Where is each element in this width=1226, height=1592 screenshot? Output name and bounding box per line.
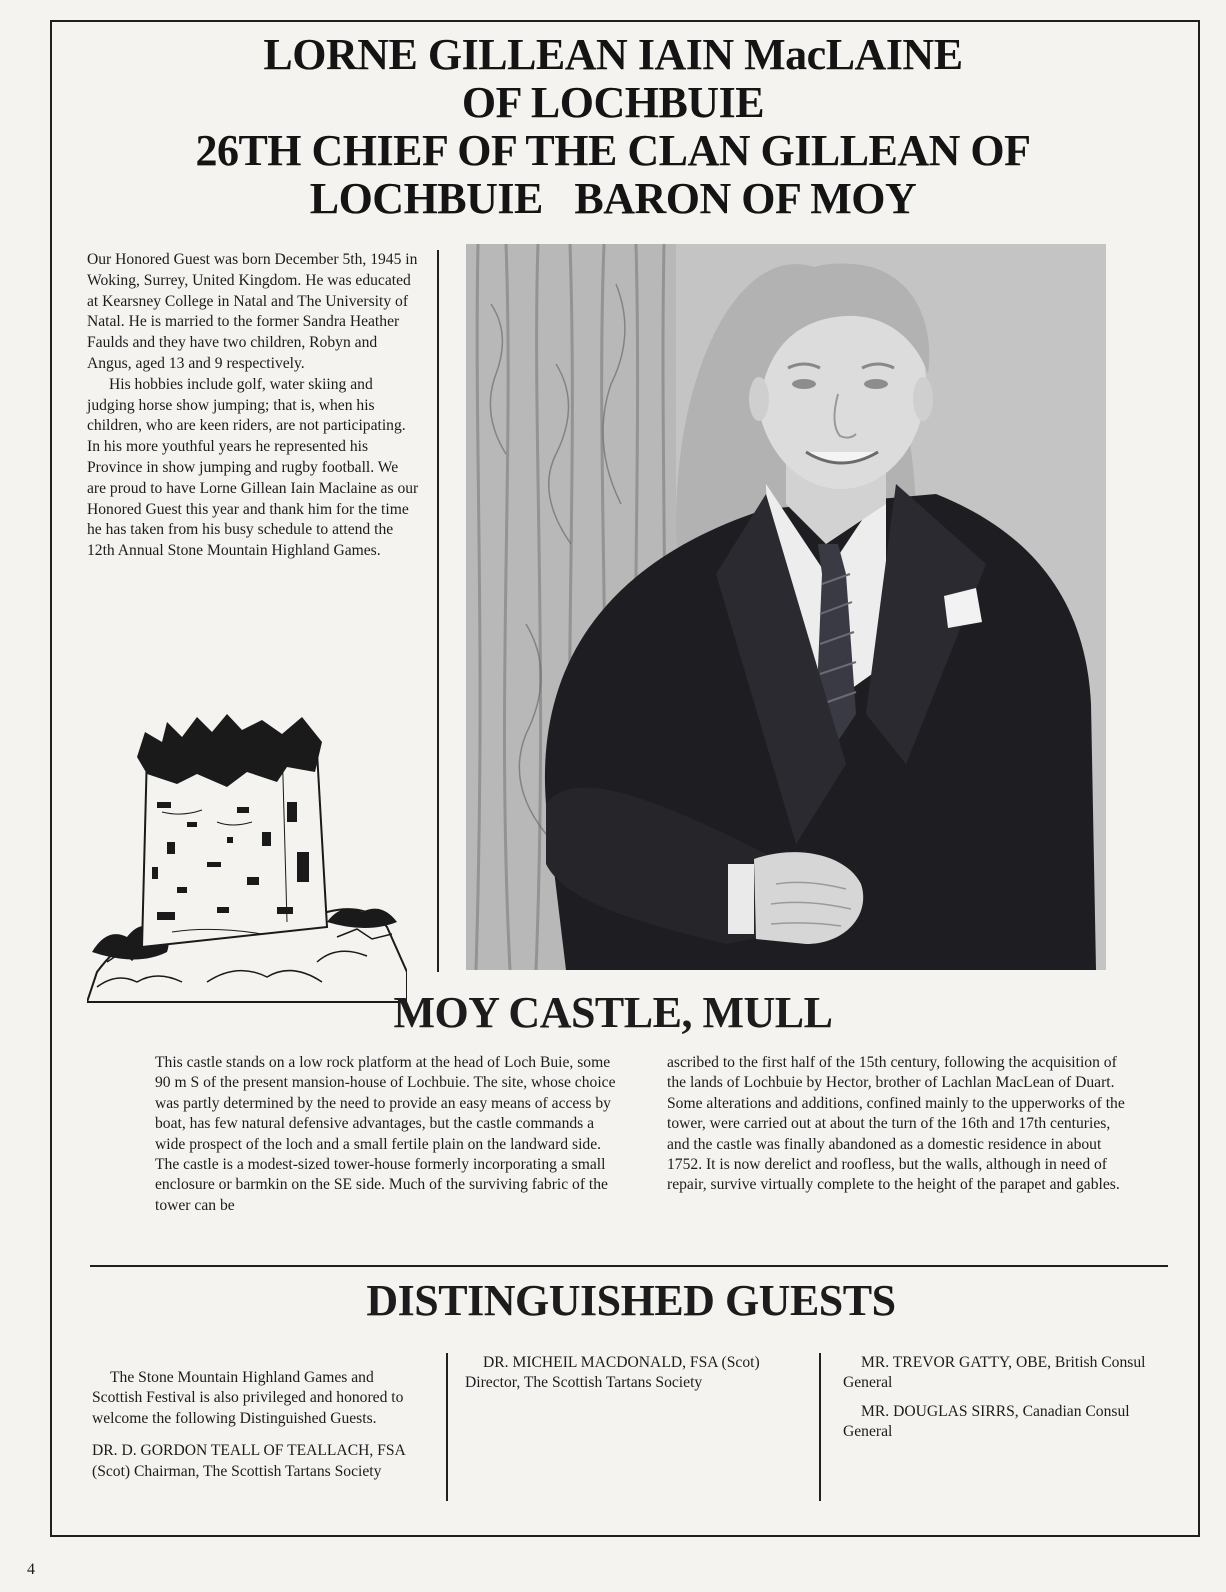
guests-section-title: DISTINGUISHED GUESTS — [366, 1276, 896, 1325]
castle-left-column — [155, 1053, 617, 1216]
guest-4: MR. DOUGLAS SIRRS, Canadian Consul General — [843, 1402, 1130, 1441]
guest-3: MR. TREVOR GATTY, OBE, British Consul General — [843, 1354, 1146, 1392]
castle-illustration — [87, 712, 407, 1012]
guests-divider — [90, 1265, 1168, 1267]
bio-divider — [437, 250, 439, 972]
guests-column-2 — [465, 1353, 775, 1402]
headline-line-3: 26TH CHIEF OF THE CLAN GILLEAN OF — [195, 126, 1031, 175]
headline-line-2: OF LOCHBUIE — [461, 78, 765, 127]
guests-column-1 — [92, 1368, 412, 1490]
castle-right-column — [667, 1053, 1129, 1196]
castle-right-text: ascribed to the first half of the 15th century, following the acquisition of the lands of Lochbuie by Hector, brother of Lachlan MacLean of Duart. Some alterations and additions, confined mainly to the upperworks of the tower, were carried out at about the turn of the 16th and 17th centuries, and the castle was finally abandoned as a domestic residence in about 1752. It is now derelict and roofless, but the walls, although in need of repair, survive virtually complete to the height of the parapet and gables. — [667, 1054, 1125, 1194]
portrait-illustration — [466, 244, 1106, 970]
portrait-photo — [466, 244, 1106, 970]
castle-sketch — [87, 712, 407, 1012]
castle-left-text: This castle stands on a low rock platform at the head of Loch Buie, some 90 m S of the present mansion-house of Lochbuie. The site, whose choice was partly determined by the need to provide an easy means of access by boat, has few natural defensive advantages, but the castle commands a wide prospect of the loch and a small fertile plain on the landward side. The castle is a modest-sized tower-house formerly incorporating a small enclosure or barmkin on the SE side. Much of the surviving fabric of the tower can be — [155, 1054, 616, 1214]
guests-column-3 — [843, 1353, 1173, 1451]
page-number: 4 — [27, 1561, 35, 1578]
guests-divider-2 — [819, 1353, 821, 1501]
guests-divider-1 — [446, 1353, 448, 1501]
bio-paragraph-1: Our Honored Guest was born December 5th, 1945 in Woking, Surrey, United Kingdom. He was educated at Kearsney College in Natal and The University of Natal. He is married to the former Sandra Heather Faulds and they have two children, Robyn and Angus, aged 13 and 9 respectively. — [87, 251, 418, 372]
guest-1: DR. D. GORDON TEALL OF TEALLACH, FSA (Scot) Chairman, The Scottish Tartans Society — [92, 1442, 405, 1480]
bio-text — [87, 250, 419, 562]
guest-2: DR. MICHEIL MACDONALD, FSA (Scot) Director, The Scottish Tartans Society — [465, 1354, 760, 1392]
headline-line-4: LOCHBUIE BARON OF MOY — [309, 174, 917, 223]
bio-paragraph-2: His hobbies include golf, water skiing and judging horse show jumping; that is, when his children, who are keen riders, are not participating. In his more youthful years he represented his Province in show jumping and rugby football. We are proud to have Lorne Gillean Iain Maclaine as our Honored Guest this year and thank him for the time he has taken from his busy schedule to attend the 12th Annual Stone Mountain Highland Games. — [87, 375, 419, 560]
castle-section-title: MOY CASTLE, MULL — [393, 988, 833, 1037]
guests-intro: The Stone Mountain Highland Games and Scottish Festival is also privileged and honored to welcome the following Distinguished Guests. — [92, 1369, 404, 1427]
page-headline — [0, 32, 1226, 224]
headline-line-1: LORNE GILLEAN IAIN MacLAINE — [263, 30, 963, 79]
